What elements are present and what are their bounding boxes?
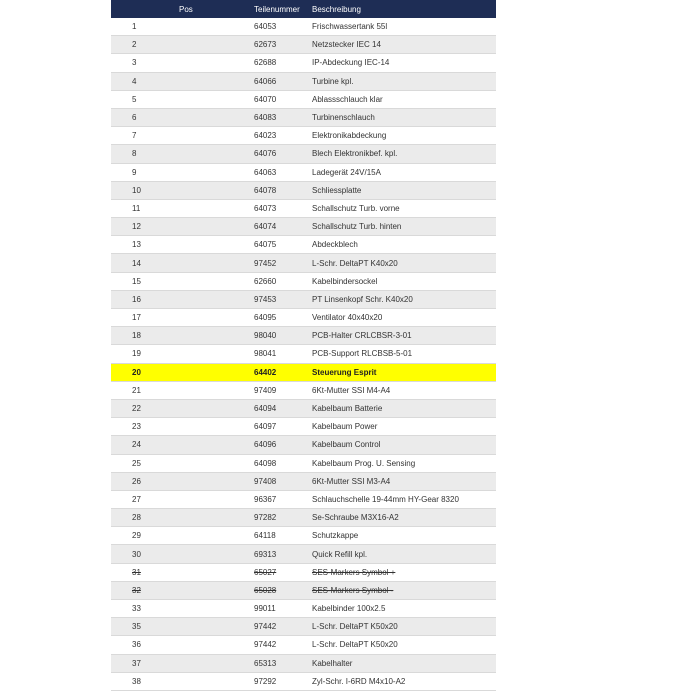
row-description: Frischwassertank 55l [312, 18, 496, 36]
table-row [111, 309, 496, 327]
row-description: Abdeckblech [312, 236, 496, 254]
row-description: PCB-Support RLCBSB-5-01 [312, 345, 496, 363]
row-pos: 20 [111, 363, 222, 381]
table-row [111, 363, 496, 381]
row-part-number: 97282 [222, 509, 312, 527]
table-row [111, 654, 496, 672]
table-row [111, 127, 496, 145]
table-row [111, 254, 496, 272]
row-part-number: 64095 [222, 309, 312, 327]
table-row [111, 545, 496, 563]
row-pos: 24 [111, 436, 222, 454]
row-part-number: 65027 [222, 563, 312, 581]
row-description: Ablassschlauch klar [312, 90, 496, 108]
row-description: 6Kt-Mutter SSI M4-A4 [312, 381, 496, 399]
table-row [111, 418, 496, 436]
row-part-number: 64070 [222, 90, 312, 108]
row-description: Schliessplatte [312, 181, 496, 199]
table-row [111, 563, 496, 581]
row-description: Kabelbaum Control [312, 436, 496, 454]
row-pos: 4 [111, 72, 222, 90]
row-pos: 33 [111, 600, 222, 618]
row-part-number: 62688 [222, 54, 312, 72]
row-pos: 15 [111, 272, 222, 290]
row-description: Schallschutz Turb. vorne [312, 199, 496, 217]
row-description: PCB-Halter CRLCBSR-3-01 [312, 327, 496, 345]
row-pos: 27 [111, 490, 222, 508]
row-part-number: 64083 [222, 108, 312, 126]
row-pos: 29 [111, 527, 222, 545]
row-part-number: 64118 [222, 527, 312, 545]
table-body [111, 18, 496, 690]
row-pos: 3 [111, 54, 222, 72]
row-pos: 7 [111, 127, 222, 145]
row-part-number: 65313 [222, 654, 312, 672]
row-part-number: 98041 [222, 345, 312, 363]
row-description: Steuerung Esprit [312, 363, 496, 381]
table-row [111, 145, 496, 163]
row-pos: 11 [111, 199, 222, 217]
table-row [111, 163, 496, 181]
row-pos: 18 [111, 327, 222, 345]
table-row [111, 181, 496, 199]
row-part-number: 97292 [222, 672, 312, 690]
table-row [111, 490, 496, 508]
table-row [111, 54, 496, 72]
row-part-number: 97408 [222, 472, 312, 490]
table-row [111, 72, 496, 90]
row-description: Kabelbindersockel [312, 272, 496, 290]
row-description: Quick Refill kpl. [312, 545, 496, 563]
row-pos: 17 [111, 309, 222, 327]
row-pos: 8 [111, 145, 222, 163]
table-row [111, 581, 496, 599]
row-part-number: 64066 [222, 72, 312, 90]
table-row [111, 36, 496, 54]
row-description: Se-Schraube M3X16-A2 [312, 509, 496, 527]
row-pos: 16 [111, 290, 222, 308]
row-description: IP-Abdeckung IEC-14 [312, 54, 496, 72]
row-description: Schallschutz Turb. hinten [312, 218, 496, 236]
row-description: Turbinenschlauch [312, 108, 496, 126]
row-pos: 6 [111, 108, 222, 126]
row-pos: 30 [111, 545, 222, 563]
header-part-number[interactable]: Teilenummer [222, 0, 312, 18]
row-description: SES-Markers Symbol - [312, 581, 496, 599]
row-description: Kabelbaum Batterie [312, 399, 496, 417]
table-row [111, 18, 496, 36]
header-pos[interactable]: Pos [111, 0, 222, 18]
row-description: Schlauchschelle 19-44mm HY-Gear 8320 [312, 490, 496, 508]
row-part-number: 64097 [222, 418, 312, 436]
parts-list-table [111, 0, 496, 691]
parts-table-container [111, 0, 496, 691]
row-pos: 36 [111, 636, 222, 654]
table-row [111, 509, 496, 527]
row-pos: 38 [111, 672, 222, 690]
row-pos: 37 [111, 654, 222, 672]
row-pos: 19 [111, 345, 222, 363]
row-part-number: 64094 [222, 399, 312, 417]
row-part-number: 98040 [222, 327, 312, 345]
table-row [111, 527, 496, 545]
row-part-number: 64053 [222, 18, 312, 36]
row-pos: 12 [111, 218, 222, 236]
row-pos: 28 [111, 509, 222, 527]
row-part-number: 96367 [222, 490, 312, 508]
row-description: Netzstecker IEC 14 [312, 36, 496, 54]
row-pos: 9 [111, 163, 222, 181]
row-description: Turbine kpl. [312, 72, 496, 90]
row-pos: 1 [111, 18, 222, 36]
table-row [111, 327, 496, 345]
table-row [111, 199, 496, 217]
row-pos: 26 [111, 472, 222, 490]
table-row [111, 108, 496, 126]
table-row [111, 290, 496, 308]
row-description: L-Schr. DeltaPT K50x20 [312, 636, 496, 654]
row-part-number: 64075 [222, 236, 312, 254]
header-row [111, 0, 496, 18]
row-part-number: 64402 [222, 363, 312, 381]
row-part-number: 97453 [222, 290, 312, 308]
table-row [111, 90, 496, 108]
row-description: 6Kt-Mutter SSI M3-A4 [312, 472, 496, 490]
row-pos: 31 [111, 563, 222, 581]
row-part-number: 97452 [222, 254, 312, 272]
table-row [111, 236, 496, 254]
row-pos: 35 [111, 618, 222, 636]
row-description: Schutzkappe [312, 527, 496, 545]
row-part-number: 64074 [222, 218, 312, 236]
row-part-number: 62660 [222, 272, 312, 290]
row-description: L-Schr. DeltaPT K40x20 [312, 254, 496, 272]
row-pos: 13 [111, 236, 222, 254]
row-part-number: 99011 [222, 600, 312, 618]
table-row [111, 272, 496, 290]
row-part-number: 64078 [222, 181, 312, 199]
table-row [111, 436, 496, 454]
row-part-number: 62673 [222, 36, 312, 54]
row-pos: 21 [111, 381, 222, 399]
table-row [111, 454, 496, 472]
row-description: Blech Elektronikbef. kpl. [312, 145, 496, 163]
row-description: Ventilator 40x40x20 [312, 309, 496, 327]
row-description: SES-Markers Symbol + [312, 563, 496, 581]
row-pos: 10 [111, 181, 222, 199]
row-part-number: 64073 [222, 199, 312, 217]
row-part-number: 69313 [222, 545, 312, 563]
row-part-number: 64096 [222, 436, 312, 454]
row-pos: 5 [111, 90, 222, 108]
table-row [111, 618, 496, 636]
row-part-number: 97442 [222, 618, 312, 636]
row-part-number: 64076 [222, 145, 312, 163]
row-pos: 22 [111, 399, 222, 417]
table-row [111, 636, 496, 654]
row-description: Zyl-Schr. I-6RD M4x10-A2 [312, 672, 496, 690]
header-description[interactable]: Beschreibung [312, 0, 496, 18]
table-row [111, 399, 496, 417]
table-row [111, 600, 496, 618]
row-description: Kabelhalter [312, 654, 496, 672]
row-part-number: 97409 [222, 381, 312, 399]
table-row [111, 218, 496, 236]
row-description: Kabelbaum Prog. U. Sensing [312, 454, 496, 472]
row-description: Ladegerät 24V/15A [312, 163, 496, 181]
row-description: PT Linsenkopf Schr. K40x20 [312, 290, 496, 308]
table-header [111, 0, 496, 18]
row-pos: 2 [111, 36, 222, 54]
row-part-number: 64098 [222, 454, 312, 472]
row-part-number: 97442 [222, 636, 312, 654]
row-pos: 14 [111, 254, 222, 272]
table-row [111, 345, 496, 363]
row-pos: 25 [111, 454, 222, 472]
row-part-number: 64063 [222, 163, 312, 181]
row-pos: 32 [111, 581, 222, 599]
row-pos: 23 [111, 418, 222, 436]
row-description: Kabelbinder 100x2.5 [312, 600, 496, 618]
row-description: L-Schr. DeltaPT K50x20 [312, 618, 496, 636]
table-row [111, 381, 496, 399]
row-part-number: 64023 [222, 127, 312, 145]
table-row [111, 672, 496, 690]
row-description: Kabelbaum Power [312, 418, 496, 436]
row-part-number: 65028 [222, 581, 312, 599]
table-row [111, 472, 496, 490]
row-description: Elektronikabdeckung [312, 127, 496, 145]
